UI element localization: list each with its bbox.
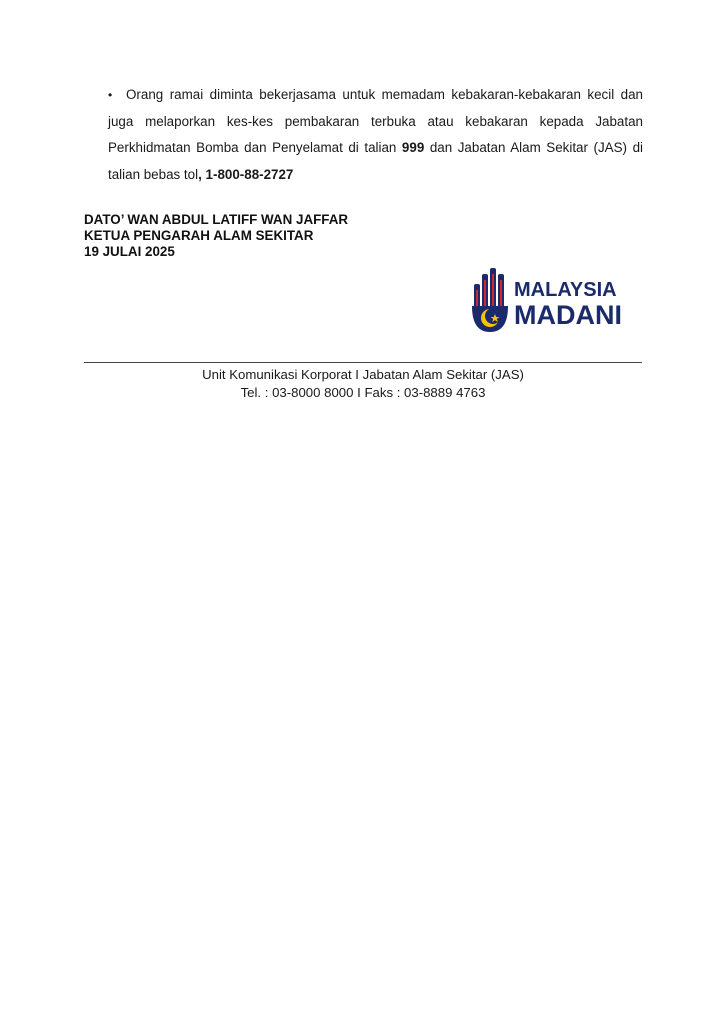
bullet-text: Orang ramai diminta bekerjasama untuk memadam kebakaran-kebakaran kecil dan juga melaporkan kes-kes pembakaran terbuka atau kebakaran kepada Jabatan Perkhidmatan Bomba dan Penyelamat di talian xyxy=(108,87,643,156)
footer-divider xyxy=(84,362,642,363)
bullet-paragraph xyxy=(108,82,643,188)
logo-text-madani: MADANI xyxy=(514,300,622,330)
logo-text-malaysia: MALAYSIA xyxy=(514,279,617,301)
footer-unit-name: Unit Komunikasi Korporat I Jabatan Alam Sekitar (JAS) xyxy=(202,367,524,382)
bullet-text-continued: dan Jabatan Alam Sekitar (JAS) di talian bebas tol xyxy=(108,140,643,182)
signature-block xyxy=(84,212,348,260)
signatory-name: DATO’ WAN ABDUL LATIFF WAN JAFFAR xyxy=(84,212,349,227)
footer xyxy=(84,366,642,402)
bullet-marker: • xyxy=(108,88,113,102)
fire-hotline-number: 999 xyxy=(401,140,425,156)
madani-hand-icon xyxy=(468,262,632,336)
statement-date: 19 JULAI 2025 xyxy=(84,244,175,259)
malaysia-madani-logo xyxy=(468,262,632,336)
signatory-title: KETUA PENGARAH ALAM SEKITAR xyxy=(84,228,314,243)
footer-contact: Tel. : 03-8000 8000 I Faks : 03-8889 4763 xyxy=(240,385,486,400)
tollfree-number: , 1-800-88-2727 xyxy=(198,166,294,182)
